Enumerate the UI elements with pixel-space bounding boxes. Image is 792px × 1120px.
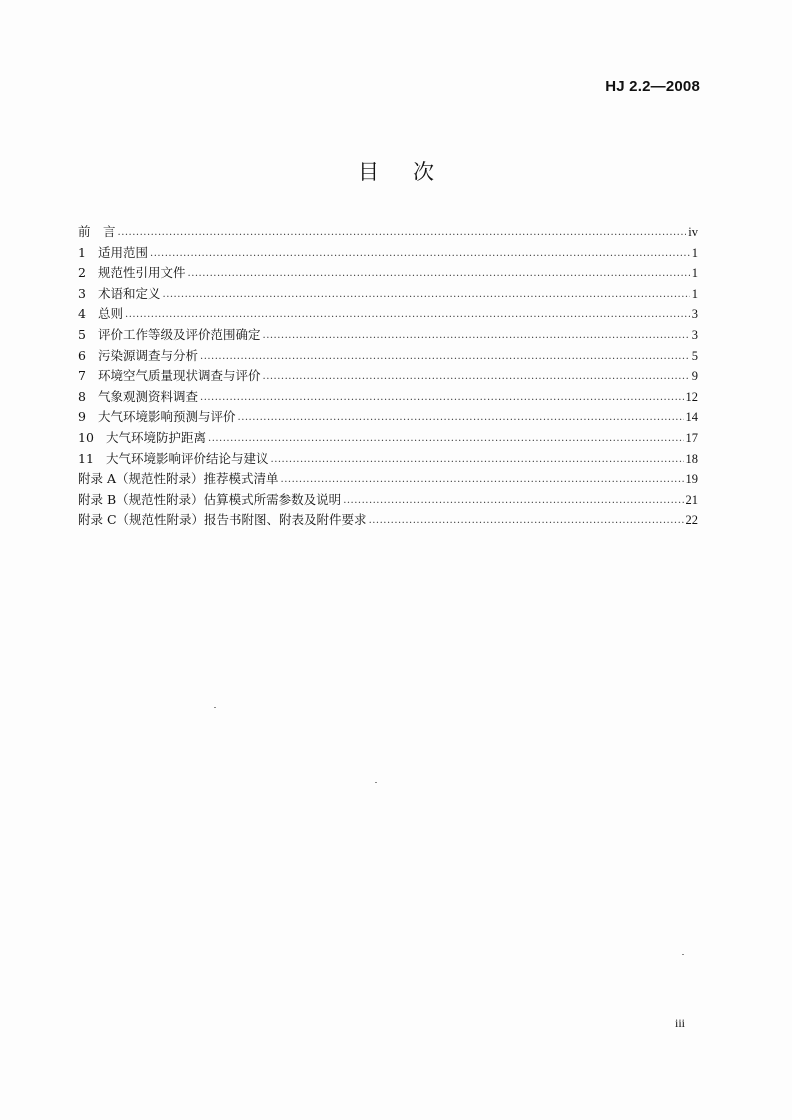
toc-entry-page: 3 <box>691 327 698 342</box>
toc-leader <box>369 511 684 532</box>
toc-leader <box>125 305 690 326</box>
appendix-label: 附录 A（规范性附录） <box>78 471 204 487</box>
toc-entry-4[interactable] <box>78 304 698 325</box>
toc-leader <box>343 491 683 512</box>
scan-speck <box>375 782 377 783</box>
toc-entry-page: 12 <box>685 389 698 404</box>
toc-entry-6[interactable] <box>78 346 698 367</box>
toc-entry-text: 大气环境影响预测与评价 <box>98 409 236 425</box>
toc-entry-appendix-b[interactable] <box>78 490 698 511</box>
toc-entry-number: 前 言 <box>78 224 116 239</box>
toc-entry-number: 4 <box>78 306 86 322</box>
toc-entry-text: 评价工作等级及评价范围确定 <box>98 326 261 342</box>
page-title: 目次 <box>358 160 468 184</box>
toc-entry-text: 气象观测资料调查 <box>98 388 199 404</box>
toc-entry-number: 10 <box>78 429 94 445</box>
toc-entry-text: 适用范围 <box>98 244 149 260</box>
toc-leader <box>163 285 690 306</box>
toc-entry-number: 9 <box>78 409 86 425</box>
toc-entry-page: 3 <box>691 307 698 322</box>
toc-entry-number: 6 <box>78 347 86 363</box>
toc-entry-page: 17 <box>685 430 698 445</box>
toc-leader <box>200 347 690 368</box>
toc-entry-2[interactable] <box>78 263 698 284</box>
toc-entry-page: 18 <box>685 451 698 466</box>
toc-entry-text: 大气环境防护距离 <box>106 429 207 445</box>
toc-entry-9[interactable] <box>78 407 698 428</box>
toc-entry-number: 1 <box>78 244 86 260</box>
toc-entry-page: iv <box>688 225 698 239</box>
toc-leader <box>271 450 684 471</box>
toc-leader <box>150 244 690 265</box>
toc-entry-page: 1 <box>691 245 698 260</box>
toc-entry-1[interactable] <box>78 243 698 264</box>
toc-leader <box>263 326 690 347</box>
appendix-label: 附录 B（规范性附录） <box>78 491 204 507</box>
toc-entry-8[interactable] <box>78 387 698 408</box>
toc-entry-text: 估算模式所需参数及说明 <box>203 491 342 507</box>
toc-entry-page: 14 <box>685 410 698 425</box>
toc-entry-5[interactable] <box>78 325 698 346</box>
toc-leader <box>208 429 683 450</box>
toc-entry-text: 总则 <box>98 306 124 322</box>
toc-entry-number: 8 <box>78 388 86 404</box>
scan-speck <box>214 707 216 708</box>
toc-entry-text: 术语和定义 <box>98 285 161 301</box>
toc-entry-11[interactable] <box>78 449 698 470</box>
toc-entry-text: 报告书附图、附表及附件要求 <box>204 512 367 528</box>
toc-entry-number: 11 <box>78 450 94 466</box>
toc-entry-appendix-c[interactable] <box>78 510 698 531</box>
toc-entry-page: 9 <box>691 369 698 384</box>
toc-entry-number: 3 <box>78 285 86 301</box>
toc-leader <box>238 408 684 429</box>
page-number: iii <box>674 1016 685 1030</box>
toc-entry-number: 2 <box>78 265 86 281</box>
toc-entry-page: 1 <box>691 286 698 301</box>
toc-entry-7[interactable] <box>78 366 698 387</box>
standard-code: HJ 2.2—2008 <box>605 78 700 95</box>
toc-entry-3[interactable] <box>78 284 698 305</box>
toc-entry-text: 推荐模式清单 <box>203 471 279 487</box>
toc-leader <box>281 470 684 491</box>
toc-entry-text: 大气环境影响评价结论与建议 <box>106 450 269 466</box>
toc-entry-page: 21 <box>685 492 698 507</box>
toc-leader <box>200 388 683 409</box>
toc-leader <box>118 223 687 244</box>
toc-entry-preface[interactable] <box>78 222 698 243</box>
table-of-contents <box>78 222 698 531</box>
toc-entry-text: 环境空气质量现状调查与评价 <box>98 368 261 384</box>
toc-leader <box>188 264 690 285</box>
appendix-label: 附录 C（规范性附录） <box>78 512 205 528</box>
toc-entry-page: 22 <box>685 513 698 528</box>
toc-entry-number: 7 <box>78 368 86 384</box>
toc-entry-text: 污染源调查与分析 <box>98 347 199 363</box>
toc-entry-10[interactable] <box>78 428 698 449</box>
toc-entry-page: 1 <box>691 266 698 281</box>
toc-entry-text: 规范性引用文件 <box>98 265 186 281</box>
scan-speck <box>682 954 684 955</box>
toc-leader <box>263 367 690 388</box>
toc-entry-number: 5 <box>78 326 86 342</box>
toc-entry-page: 19 <box>685 472 698 487</box>
toc-entry-page: 5 <box>691 348 698 363</box>
toc-entry-appendix-a[interactable] <box>78 469 698 490</box>
